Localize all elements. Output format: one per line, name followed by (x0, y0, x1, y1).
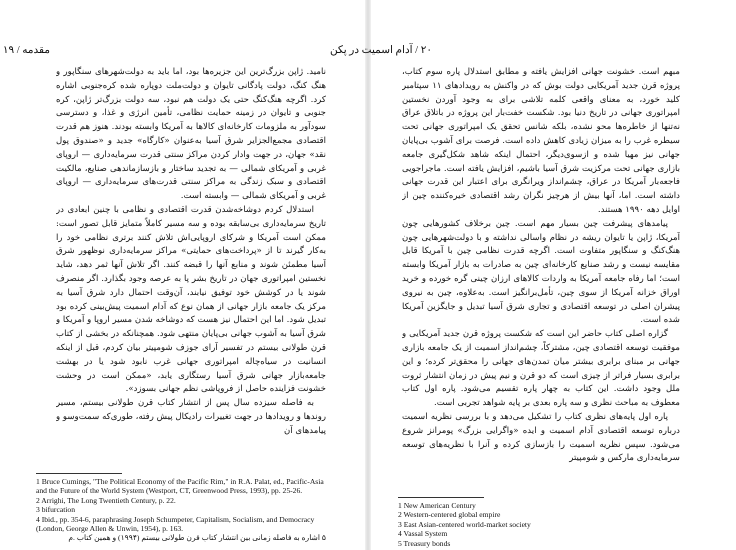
left-paragraph: نامید. ژاپن بزرگ‌ترین این جزیره‌ها بود، اما باید به دولت‌شهرهای سنگاپور و هنگ کنگ، دولت پادگانی تایوان و دولت‌ملت دوپاره شده کره‌جنوبی اشاره کرد. اگرچه هنگ‌کنگ حتی یک دولت هم نبود، سه دولت بزرگ‌تر ژاپن، کره جنوبی و تایوان در زمینه حمایت نظامی، تأمین انرژی و غذا، و دسترسی سودآور به ملزومات کارخانه‌ای کالاها به آمریکا وابسته بودند. هنوز هم قدرت اقتصادی مجمع‌الجزایر شرق آسیا به‌عنوان «کارگاه» جدید و «صندوق پول نقد» جهان، در جهت وادار کردن مراکز سنتی قدرت سرمایه‌داری — اروپای غربی و آمریکای شمالی — به تجدید ساختار و بازسازماندهی صنایع، مالکیت اقتصادی و سبک زندگی به مراکز سنتی قدرت‌های سرمایه‌داری — اروپای غربی و آمریکای شمالی — وابسته است. (56, 67, 326, 202)
left-footnote: ۵ اشاره به فاصله زمانی بین انتشار کتاب قرن طولانی بیستم (۱۹۹۴) و همین کتاب .م (68, 533, 326, 543)
right-footnotes (398, 501, 680, 548)
left-page-header (0, 44, 368, 58)
left-footnote: 3 bifurcation (36, 505, 76, 515)
right-paragraph: پیامدهای پیشرفت چین بسیار مهم است. چین برخلاف کشورهایی چون آمریکا، ژاپن یا تایوان ریشه در نظام واسالی نداشته و با دولت‌شهرهایی چون هنگ‌کنگ و سنگاپور متفاوت است. اگرچه قدرت نظامی چین با آمریکا قابل مقایسه نیست و رشد صنایع کارخانه‌ای چین به صادرات به بازار آمریکا وابسته است؛ اما رفاه جامعه آمریکا به واردات کالاهای ارزان چینی گره خورده و خرید اوراق خزانه آمریکا از سوی چین، تأمل‌برانگیز است. به‌علاوه، چین به نیروی پیشران اصلی در توسعه اقتصادی و تجاری شرق آسیا تبدیل و جایگزین آمریکا شده است. (402, 218, 680, 326)
left-paragraph: استدلال کردم دوشاخه‌شدن قدرت اقتصادی و نظامی با چنین ابعادی در تاریخ سرمایه‌داری بی‌سابقه بوده و سه مسیر کاملاً متمایز قابل تصور است: ممکن است آمریکا و شرکای اروپایی‌اش تلاش کنند برتری نظامی خود را به‌کار گیرند تا از «پرداخت‌های حمایتی» مراکز سرمایه‌داری نوظهور شرق آسیا مطمئن شوند و منابع آنها را قبضه کنند. اگر تلاش آنها ثمر دهد، شاید نخستین امپراتوری جهان در تاریخ بشر پا به عرصه وجود بگذارد. اگر منصرف شوند یا در کوشش خود توفیق نیابند، آن‌وقت احتمال دارد شرق آسیا به مرکز یک جامعه بازار جهانی از همان نوع که آدام اسمیت پیش‌بینی کرده بود تبدیل شود. اما این احتمال نیز هست که دوشاخه شدن مسیر اروپا و آمریکا و شرق آسیا به آشوب جهانی بی‌پایان منتهی شود. همچنانکه در بخشی از کتاب قرن طولانی بیستم در تفسیر آرای جوزف شومپیتر بیان کردم، قبل از اینکه انسانیت در سیاه‌چاله امپراتوری جهانی غرب نابود شود یا در بهشت جامعه‌بازار جهانی شرق آسیا رستگاری یابد، «ممکن است در وحشت خشونت فزاینده حاصل از فروپاشی نظم جهانی بسوزد». (56, 204, 326, 395)
right-footnote: 5 Treasury bonds (398, 538, 451, 548)
right-paragraph: مبهم است. خشونت جهانی افزایش یافته و مطابق استدلال پاره سوم کتاب، پروژه قرن جدید آمریکایی دولت بوش که در واکنش به رویدادهای ۱۱ سپتامبر کلید خورد، به معنای واقعی کلمه تلاشی برای به وجود آوردن نخستین امپراتوری جهانی در تاریخ دنیا بود. شکست خفت‌بار این پروژه در باتلاق عراق نه‌تنها از خاطره‌ها محو نشده، بلکه شانس تحقق یک امپراتوری جهانی تحت سیطره غرب را به میزان زیادی کاهش داده است. فرصت برای آشوب بی‌پایان جهانی نیز مهیا شده و ازسوی‌دیگر، احتمال اینکه شاهد شکل‌گیری جامعه بازاری جهانی تحت مرکزیت شرق آسیا باشیم، افزایش یافته است. ماجراجویی فاجعه‌بار آمریکا در عراق، چشم‌انداز ویرانگری برای اعتبار این قدرت جهانی داشته است. اما، آنها بیش از هرچیز نگران رشد اقتصادی خیره‌کننده چین از اوایل دهه ۱۹۹۰ هستند. (402, 67, 680, 215)
left-paragraph: به فاصله سیزده سال پس از انتشار کتاب قرن طولانی بیستم، مسیر روندها و رویدادها در جهت تغییرات رادیکال پیش رفته، طوری‌که سمت‌وسو و پیامدهای آن (56, 398, 326, 436)
right-paragraph: پاره اول پایه‌های نظری کتاب را تشکیل می‌دهد و با بررسی نظریه اسمیت درباره توسعه اقتصادی آدام اسمیت و ایده «واگرایی بزرگ» پومرانز شروع می‌شود. سپس نظریه اسمیت را بازسازی کرده و آنرا با نظریه‌های توسعه سرمایه‌داری مارکس و شومپیتر (402, 411, 680, 464)
right-body-text (402, 66, 680, 496)
right-footnote: 1 New American Century (398, 501, 476, 510)
right-paragraph: گزاره اصلی کتاب حاضر این است که شکست پروژه قرن جدید آمریکایی و موفقیت توسعه اقتصادی چین، مشترکاً، چشم‌انداز اسمیت از یک جامعه بازاری جهانی بر مبنای برابری بیشتر میان تمدن‌های جهانی را محقق‌تر کرده؛ و این برابری بسیار فراتر از چیزی است که دو قرن و نیم پیش در زمان انتشار ثروت ملل وجود داشت. این کتاب به چهار پاره تقسیم می‌شود. پاره اول کتاب معطوف به مباحث نظری و سه پاره بعدی بر پایه شواهد تجربی است. (402, 329, 680, 409)
left-running-head: مقدمه / ۱۹ (2, 45, 50, 56)
left-footnotes (36, 477, 326, 543)
left-body-text (56, 66, 326, 458)
right-footnote: 2 Western-centered global empire (398, 510, 501, 520)
right-footnote-rule (398, 497, 484, 498)
left-footnote: 2 Arrighi, The Long Twentieth Century, p. 22. (36, 495, 176, 505)
right-page (329, 0, 736, 550)
right-page-header (329, 44, 736, 58)
left-footnote: 1 Bruce Cumings, "The Political Economy of the Pacific Rim," in R.A. Palat, ed., Pacific-Asia (36, 477, 324, 486)
right-footnote: 4 Vassal System (398, 529, 448, 539)
left-footnote: (London, George Allen & Unwin, 1954), p. 163. (36, 524, 184, 534)
left-footnote: and the Future of the World System (Westport, CT, Greenwood Press, 1993), pp. 25-26. (36, 486, 303, 496)
left-footnote-rule (36, 473, 122, 474)
right-running-head: ۲۰ / آدام اسمیت در پکن (329, 45, 432, 56)
left-footnote: 4 Ibid., pp. 354-6, paraphrasing Joseph Schumpeter, Capitalism, Socialism, and Democracy (36, 514, 315, 524)
right-footnote: 3 East Asian-centered world-market society (398, 519, 531, 529)
